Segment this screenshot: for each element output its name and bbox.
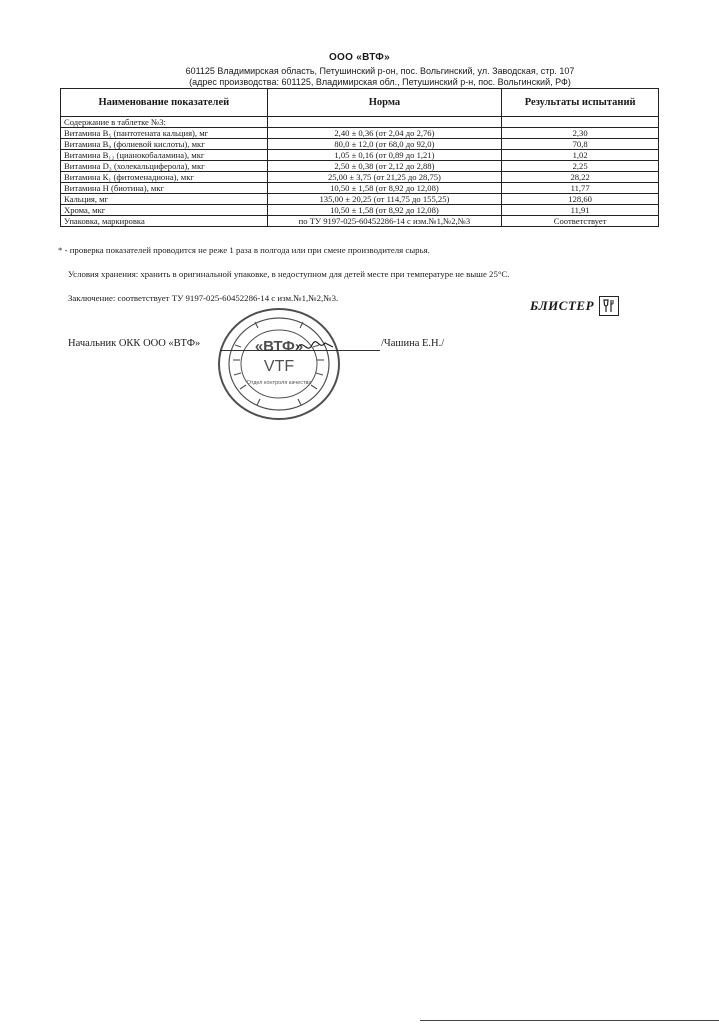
indicator-name: Витамина D₃ (холекальциферола), мкг [61,161,268,172]
signatory-name: /Чашина Е.Н./ [381,338,445,349]
indicator-result: 128,60 [502,194,659,205]
conclusion: Заключение: соответствует ТУ 9197-025-60452286-14 с изм.№1,№2,№3. [68,293,339,303]
test-results-table [60,88,659,227]
table-row [61,216,659,227]
section-label: Содержание в таблетке №3: [61,117,268,128]
table-header-row [61,89,659,117]
column-header-norm: Норма [267,89,502,117]
indicator-name: Витамина К₁ (фитоменадиона), мкг [61,172,268,183]
storage-conditions: Условия хранения: хранить в оригинальной упаковке, в недоступном для детей месте при температуре не выше 25°С. [68,269,510,279]
indicator-result: 2,25 [502,161,659,172]
indicator-result: Соответствует [502,216,659,227]
quality-control-stamp [215,305,343,423]
indicator-norm: 2,40 ± 0,36 (от 2,04 до 2,76) [267,128,502,139]
indicator-norm: 2,50 ± 0,38 (от 2,12 до 2,88) [267,161,502,172]
indicator-result: 70,8 [502,139,659,150]
indicator-name: Витамина В₉ (фолиевой кислоты), мкг [61,139,268,150]
indicator-name: Витамина Н (биотина), мкг [61,183,268,194]
indicator-name: Витамина В₅ (пантотената кальция), мг [61,128,268,139]
column-header-indicator: Наименование показателей [61,89,268,117]
indicator-norm: 1,05 ± 0,16 (от 0,89 до 1,21) [267,150,502,161]
indicator-result: 11,91 [502,205,659,216]
indicator-norm: 10,50 ± 1,58 (от 8,92 до 12,08) [267,183,502,194]
indicator-norm: 80,0 ± 12,0 (от 68,0 до 92,0) [267,139,502,150]
organization-address: 601125 Владимирская область, Петушинский р-он, пос. Вольгинский, ул. Заводская, стр. 107 [185,66,575,76]
section-row [61,117,659,128]
scan-edge-line [420,1020,719,1021]
stamp-department-text: Отдел контроля качества [246,380,312,386]
signatory-position: Начальник ОКК ООО «ВТФ» [68,338,201,349]
table-row [61,172,659,183]
indicator-result: 28,22 [502,172,659,183]
stamp-latin-text: VTF [263,358,295,375]
table-row [61,194,659,205]
packaging-label: БЛИСТЕР [530,298,595,313]
production-address: (адрес производства: 601125, Владимирская обл., Петушинский р-н, пос. Вольгинский, РФ) [189,77,571,87]
indicator-name: Упаковка, маркировка [61,216,268,227]
table-row [61,183,659,194]
table-row [61,128,659,139]
indicator-norm: по ТУ 9197-025-60452286-14 с изм.№1,№2,№3 [267,216,502,227]
indicator-result: 2,30 [502,128,659,139]
footnote: * - проверка показателей проводится не реже 1 раза в полгода или при смене производителя сырья. [58,245,430,255]
indicator-result: 11,77 [502,183,659,194]
column-header-result: Результаты испытаний [502,89,659,117]
indicator-name: Хрома, мкг [61,205,268,216]
indicator-norm: 10,50 ± 1,58 (от 8,92 до 12,08) [267,205,502,216]
table-row [61,205,659,216]
organization-name: ООО «ВТФ» [328,52,391,63]
glass-fork-icon [599,296,619,316]
indicator-norm: 135,00 ± 20,25 (от 114,75 до 155,25) [267,194,502,205]
indicator-name: Кальция, мг [61,194,268,205]
indicator-name: Витамина В₁₂ (цианокобаламина), мкг [61,150,268,161]
table-row [61,139,659,150]
indicator-norm: 25,00 ± 3,75 (от 21,25 до 28,75) [267,172,502,183]
table-row [61,150,659,161]
stamp-org-text: «ВТФ» [254,338,304,355]
table-row [61,161,659,172]
indicator-result: 1,02 [502,150,659,161]
